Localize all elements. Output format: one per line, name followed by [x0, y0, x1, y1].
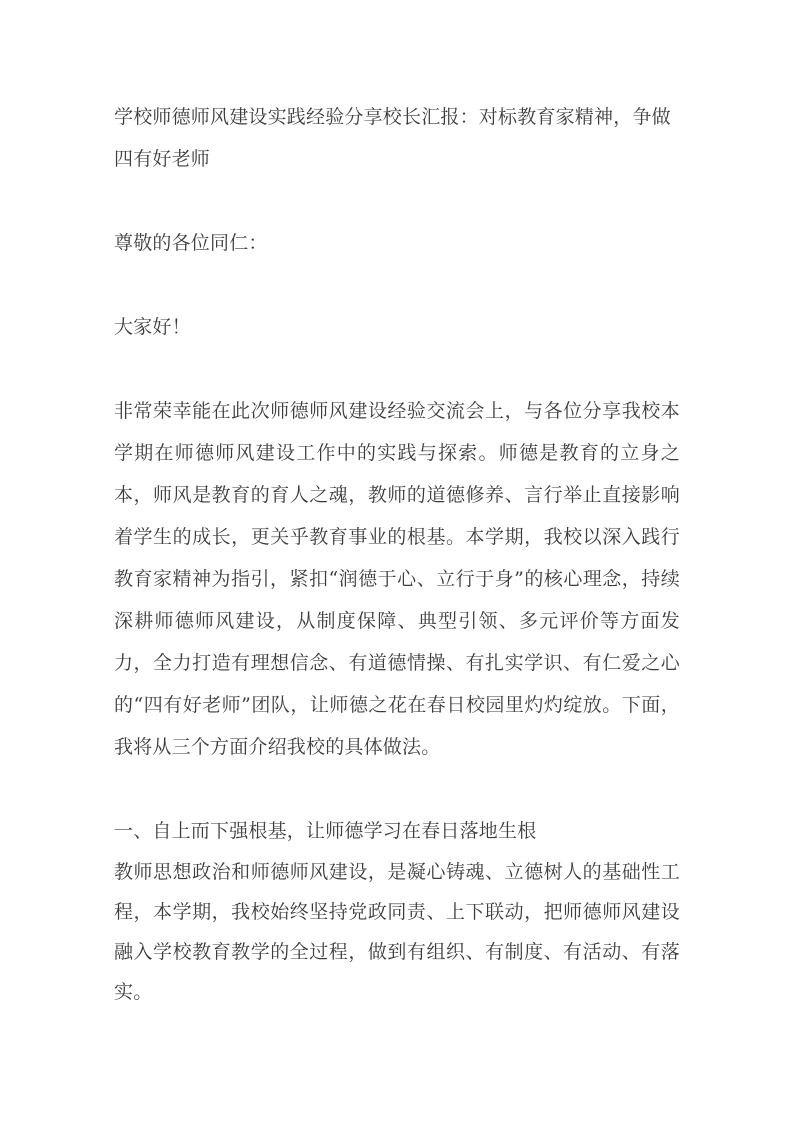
greeting: 大家好！: [114, 316, 191, 338]
document-text-column: [114, 96, 680, 1012]
document-title: 学校师德师风建设实践经验分享校长汇报：对标教育家精神，争做四有好老师: [114, 106, 671, 170]
section-paragraph-1: 教师思想政治和师德师风建设，是凝心铸魂、立德树人的基础性工程，本学期，我校始终坚持党政同责、上下联动，把师德师风建设融入学校教育教学的全过程，做到有组织、有制度、有活动、有落实。: [114, 861, 680, 1003]
section-heading-1: 一、自上而下强根基，让师德学习在春日落地生根: [114, 820, 537, 842]
intro-paragraph: 非常荣幸能在此次师德师风建设经验交流会上，与各位分享我校本学期在师德师风建设工作中的实践与探索。师德是教育的立身之本，师风是教育的育人之魂，教师的道德修养、言行举止直接影响着学生的成长，更关乎教育事业的根基。本学期，我校以深入践行教育家精神为指引，紧扣“润德于心、立行于身”的核心理念，持续深耕师德师风建设，从制度保障、典型引领、多元评价等方面发力，全力打造有理想信念、有道德情操、有扎实学识、有仁爱之心的“四有好老师”团队，让师德之花在春日校园里灼灼绽放。下面，我将从三个方面介绍我校的具体做法。: [114, 400, 680, 758]
salutation: 尊敬的各位同仁：: [114, 232, 268, 254]
